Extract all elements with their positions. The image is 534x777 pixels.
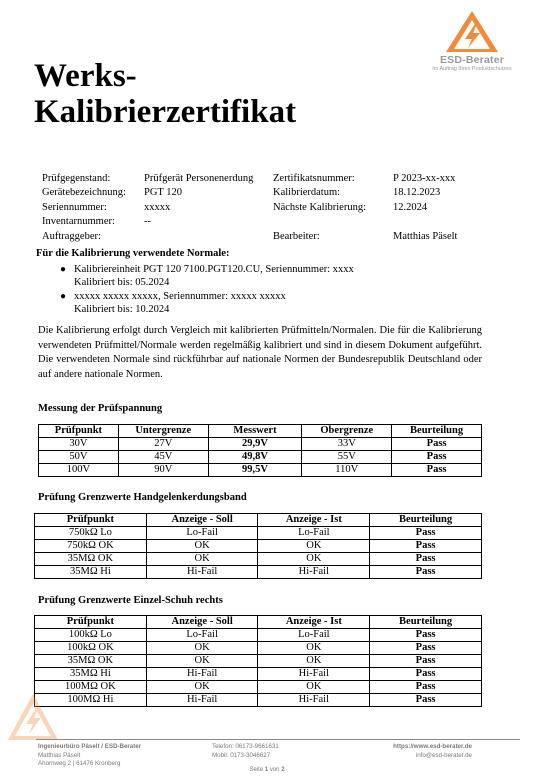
info-label: Auftraggeber: [42,230,101,242]
table-row [39,438,482,451]
footer-divider [36,739,520,740]
table-cell: OK [146,655,258,668]
info-row [42,201,488,215]
table-cell: Hi-Fail [146,668,258,681]
table-cell: 45V [118,451,208,464]
table-cell: 27V [118,438,208,451]
shoe-table [34,615,482,707]
info-row [42,230,488,244]
footer-web-block [340,743,472,760]
footer-company: Ingenieurbüro Päselt / ESD-Berater [38,743,142,750]
bullet-icon: ● [60,264,67,275]
info-label: Nächste Kalibrierung: [273,201,367,213]
table-cell: 100MΩ Hi [35,694,147,707]
info-label: Inventarnummer: [42,216,115,228]
column-header: Anzeige - Soll [146,514,258,527]
bullet-icon: ● [60,291,67,302]
table-cell: OK [146,642,258,655]
column-header: Beurteilung [370,514,482,527]
info-value [144,230,273,244]
info-value: P 2023-xx-xxx [393,173,456,184]
calibration-description: Die Kalibrierung erfolgt durch Vergleich mit kalibrierten Prüfmitteln/Normalen. Die für die Kalibrierung verwendeten Prüfmittel/Normale werden regelmäßig kalibriert und sind in diesem Dokument aufgeführt. Die verwendeten Normale sind rückführbar auf nationale Normen der Bundesrepublik Deutschland oder auf andere nationale Normen. [38,325,482,380]
footer-phone: Telefon: 06173-9661631 [212,743,279,750]
table-row [39,464,482,477]
table-cell: 110V [302,464,392,477]
info-row [42,186,488,200]
table-row [35,540,482,553]
table-cell: OK [258,642,370,655]
normal-item [74,291,286,316]
column-header: Beurteilung [392,425,482,438]
table1-heading: Messung der Prüfspannung [38,403,163,414]
table-cell: 55V [302,451,392,464]
info-label: Bearbeiter: [273,230,320,242]
table-cell: OK [258,540,370,553]
footer-contact-block [212,743,279,760]
voltage-table [38,424,482,477]
info-label: Gerätebezeichnung: [42,187,126,199]
table-cell: 49,8V [208,451,302,464]
info-value: xxxxx [144,201,171,213]
status-cell: Pass [392,451,482,464]
footer-company-block [38,743,141,769]
status-cell: Pass [370,629,482,642]
table-cell: Hi-Fail [258,694,370,707]
info-value: -- [144,216,151,228]
column-header: Obergrenze [302,425,392,438]
table-cell: 100kΩ OK [35,642,147,655]
table-cell: Lo-Fail [258,527,370,540]
table-cell: OK [146,553,258,566]
table-cell: 50V [39,451,119,464]
table-row [35,527,482,540]
title-line-2: Kalibrierzertifikat [34,94,297,130]
status-cell: Pass [370,642,482,655]
table-row [35,668,482,681]
status-cell: Pass [370,655,482,668]
table-cell: 750kΩ OK [35,540,147,553]
table-cell: OK [258,655,370,668]
table-cell: 100kΩ Lo [35,629,147,642]
info-value: Matthias Päselt [393,230,458,242]
table-header-row [39,425,482,438]
column-header: Anzeige - Ist [258,616,370,629]
logo-name: ESD-Berater [439,54,505,66]
table-header-row [35,616,482,629]
normal-item-line: Kalibriert bis: 05.2024 [74,276,170,288]
column-header: Anzeige - Soll [146,616,258,629]
table-row [35,553,482,566]
table-cell: 99,5V [208,464,302,477]
company-logo [418,8,526,76]
table-cell: Hi-Fail [258,668,370,681]
table-cell: 30V [39,438,119,451]
table-cell: OK [258,681,370,694]
info-value: PGT 120 [144,187,183,199]
column-header: Prüfpunkt [35,514,147,527]
normal-item [74,264,354,289]
footer-email-link[interactable]: info@esd-berater.de [415,751,472,759]
status-cell: Pass [370,553,482,566]
table-cell: 33V [302,438,392,451]
table-cell: 100V [39,464,119,477]
table-cell: 29,9V [208,438,302,451]
table-cell: Lo-Fail [146,629,258,642]
table-cell: OK [146,540,258,553]
page-current: 1 [264,767,269,773]
status-cell: Pass [370,566,482,579]
info-label: Seriennummer: [42,201,107,213]
info-row [42,215,488,229]
normal-item-line: Kalibriereinheit PGT 120 7100.PGT120.CU, Seriennummer: xxxx [74,264,354,275]
table-cell: Lo-Fail [146,527,258,540]
page-prefix: Seite [249,767,264,773]
table-row [35,655,482,668]
wrist-strap-table [34,513,482,579]
info-value: Prüfgerät Personenerdung [144,173,254,184]
page-number [0,767,534,773]
info-row [42,172,488,186]
normal-item-line: xxxxx xxxxx xxxxx, Seriennummer: xxxxx xxxxx [74,291,286,302]
table-row [35,694,482,707]
normal-item-line: Kalibriert bis: 10.2024 [74,303,170,315]
document-title [34,58,296,130]
title-line-1: Werks- [34,58,137,94]
table-cell: 35MΩ OK [35,553,147,566]
status-cell: Pass [370,681,482,694]
status-cell: Pass [370,694,482,707]
table-cell: 35MΩ Hi [35,566,147,579]
status-cell: Pass [392,464,482,477]
status-cell: Pass [370,527,482,540]
table-row [39,451,482,464]
table2-heading: Prüfung Grenzwerte Handgelenkerdungsband [38,492,247,503]
table-cell: OK [258,553,370,566]
table-cell: Lo-Fail [258,629,370,642]
certificate-info [42,172,488,244]
column-header: Messwert [208,425,302,438]
table-cell: OK [146,681,258,694]
table-cell: 100MΩ OK [35,681,147,694]
page-total: 2 [281,767,285,773]
info-label: Prüfgegenstand: [42,173,111,184]
table3-heading: Prüfung Grenzwerte Einzel-Schuh rechts [38,595,223,606]
footer-website-link[interactable]: https://www.esd-berater.de [393,743,472,750]
footer-address: Ahornweg 2 | 61476 Kronberg [38,760,121,768]
column-header: Untergrenze [118,425,208,438]
page-separator: von [269,767,280,773]
info-label [273,215,393,229]
table-cell: 35MΩ Hi [35,668,147,681]
info-label: Kalibrierdatum: [273,187,341,199]
info-value: 12.2024 [393,201,428,213]
status-cell: Pass [370,668,482,681]
table-row [35,566,482,579]
table-row [35,681,482,694]
column-header: Prüfpunkt [35,616,147,629]
info-label: Zertifikatsnummer: [273,173,355,184]
status-cell: Pass [370,540,482,553]
column-header: Prüfpunkt [39,425,119,438]
table-cell: 35MΩ OK [35,655,147,668]
footer-mobile: Mobil: 0173-3046627 [212,751,271,759]
table-cell: Hi-Fail [258,566,370,579]
info-value: 18.12.2023 [393,187,441,199]
table-cell: 90V [118,464,208,477]
column-header: Beurteilung [370,616,482,629]
table-row [35,642,482,655]
status-cell: Pass [392,438,482,451]
footer-person: Matthias Päselt [38,751,81,759]
logo-triangle-icon [418,8,526,54]
info-value [393,215,488,229]
column-header: Anzeige - Ist [258,514,370,527]
table-cell: Hi-Fail [146,566,258,579]
table-row [35,629,482,642]
table-header-row [35,514,482,527]
logo-tagline: Im Auftrag Ihres Produktschutzes [432,66,512,72]
table-cell: 750kΩ Lo [35,527,147,540]
normals-heading: Für die Kalibrierung verwendete Normale: [36,248,230,259]
table-cell: Hi-Fail [146,694,258,707]
